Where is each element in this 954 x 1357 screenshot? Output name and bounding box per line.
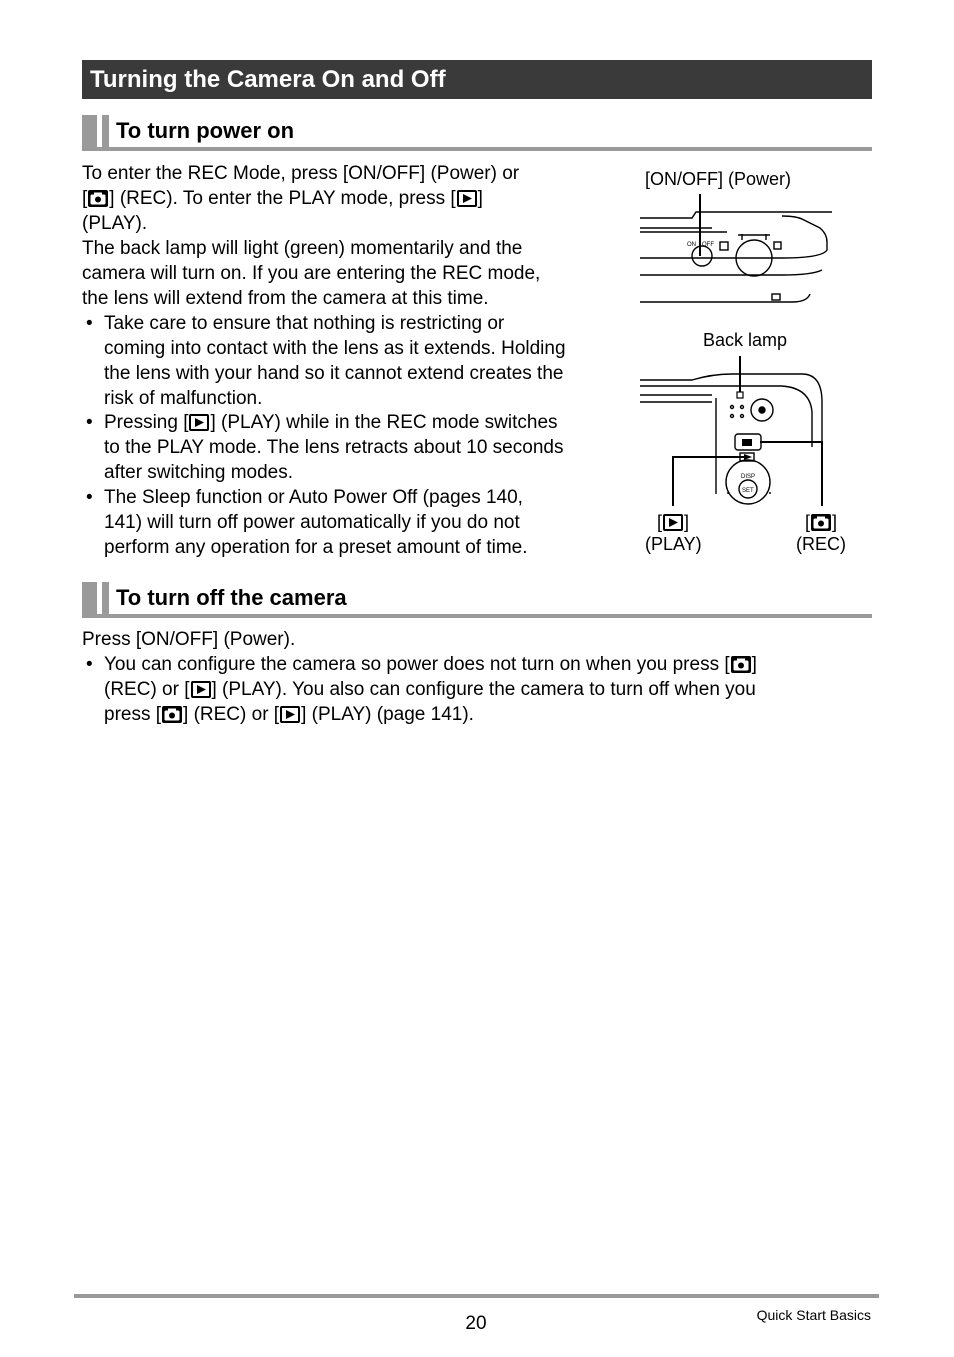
text-fragment: ] <box>832 512 838 532</box>
camera-icon <box>88 190 108 207</box>
text-fragment: You can configure the camera so power does not turn on when you press [ <box>104 654 730 675</box>
text-line: risk of malfunction. <box>104 388 263 409</box>
page-number: 20 <box>465 1313 487 1334</box>
section-heading-turn-off <box>82 580 872 618</box>
text-line: The Sleep function or Auto Power Off (pages 140, <box>104 487 523 508</box>
text-line <box>104 410 614 435</box>
rec-button-label <box>792 511 850 555</box>
power-button-label: [ON/OFF] (Power) <box>644 169 791 189</box>
text-fragment: [ <box>656 512 662 532</box>
bullet-marker: • <box>86 487 93 508</box>
camera-icon <box>742 439 752 446</box>
heading-marker <box>82 115 97 149</box>
text-line: to the PLAY mode. The lens retracts about 10 seconds <box>104 437 564 458</box>
play-icon <box>744 454 752 460</box>
heading-text: To turn power on <box>116 118 295 143</box>
text-fragment: press [ <box>104 704 162 725</box>
bullet-marker: • <box>86 412 93 433</box>
text-line: The back lamp will light (green) momentarily and the <box>82 238 523 259</box>
play-button-label <box>645 511 701 555</box>
text-line: after switching modes. <box>104 462 294 483</box>
heading-marker <box>102 115 109 149</box>
text-line: Take care to ensure that nothing is restricting or <box>104 313 505 334</box>
text-line: (PLAY) <box>645 534 702 554</box>
list-item <box>86 410 614 485</box>
text-line <box>82 186 602 211</box>
text-fragment: ] (PLAY) while in the REC mode switches <box>210 412 558 433</box>
play-icon <box>189 414 209 431</box>
page-title: Turning the Camera On and Off <box>82 60 872 99</box>
camera-icon <box>162 706 182 723</box>
text-line <box>104 702 874 727</box>
intro-paragraph <box>82 161 602 311</box>
bullet-marker: • <box>86 313 93 334</box>
text-line: (REC) <box>796 534 846 554</box>
footer-rule <box>74 1294 879 1298</box>
back-lamp <box>737 392 743 398</box>
play-icon <box>280 706 300 723</box>
text-line: coming into contact with the lens as it extends. Holding <box>104 338 566 359</box>
heading-rule <box>82 614 872 618</box>
back-lamp-label: Back lamp <box>702 330 788 350</box>
text-line: 141) will turn off power automatically if you do not <box>104 512 520 533</box>
on-mark: ON <box>687 242 696 248</box>
camera-icon <box>811 514 831 531</box>
disp-mark: DISP <box>741 474 756 480</box>
play-icon <box>663 514 683 531</box>
text-line <box>104 677 874 702</box>
text-fragment: ] <box>684 512 690 532</box>
heading-text: To turn off the camera <box>116 585 347 610</box>
footer-section-name: Quick Start Basics <box>756 1307 871 1323</box>
bullet-marker: • <box>86 654 93 675</box>
text-fragment: ] (REC). To enter the PLAY mode, press [ <box>109 188 456 209</box>
text-fragment: ] <box>477 188 483 209</box>
text-fragment: ] (PLAY) (page 141). <box>301 704 474 725</box>
text-line: To enter the REC Mode, press [ON/OFF] (Power) or <box>82 163 520 184</box>
list-item <box>86 485 614 560</box>
text-line: perform any operation for a preset amount of time. <box>104 537 528 558</box>
text-line: (PLAY). <box>82 213 148 234</box>
play-icon <box>191 681 211 698</box>
leader-line <box>760 442 822 506</box>
set-mark: SET <box>742 488 754 494</box>
off-mark: OFF <box>702 242 714 248</box>
turn-off-paragraph: Press [ON/OFF] (Power). <box>82 629 296 650</box>
text-fragment: Pressing [ <box>104 412 189 433</box>
camera-icon <box>731 656 751 673</box>
heading-marker <box>82 582 97 616</box>
list-item <box>86 311 614 411</box>
text-fragment: [ <box>82 188 88 209</box>
text-fragment: (REC) or [ <box>104 679 190 700</box>
text-fragment: ] (PLAY). You also can configure the camera to turn off when you <box>211 679 756 700</box>
camera-back-illustration <box>632 352 842 512</box>
text-fragment: ] (REC) or [ <box>183 704 280 725</box>
text-fragment: ] <box>751 654 757 675</box>
text-line <box>104 652 874 677</box>
text-line: the lens with your hand so it cannot extend creates the <box>104 363 564 384</box>
text-line: camera will turn on. If you are entering the REC mode, <box>82 263 541 284</box>
play-icon <box>457 190 477 207</box>
text-line: the lens will extend from the camera at this time. <box>82 288 489 309</box>
heading-marker <box>102 582 109 616</box>
list-item <box>86 652 874 727</box>
camera-top-illustration <box>632 190 842 310</box>
text-fragment: [ <box>804 512 810 532</box>
heading-rule <box>82 147 872 151</box>
section-heading-turn-on <box>82 113 872 151</box>
